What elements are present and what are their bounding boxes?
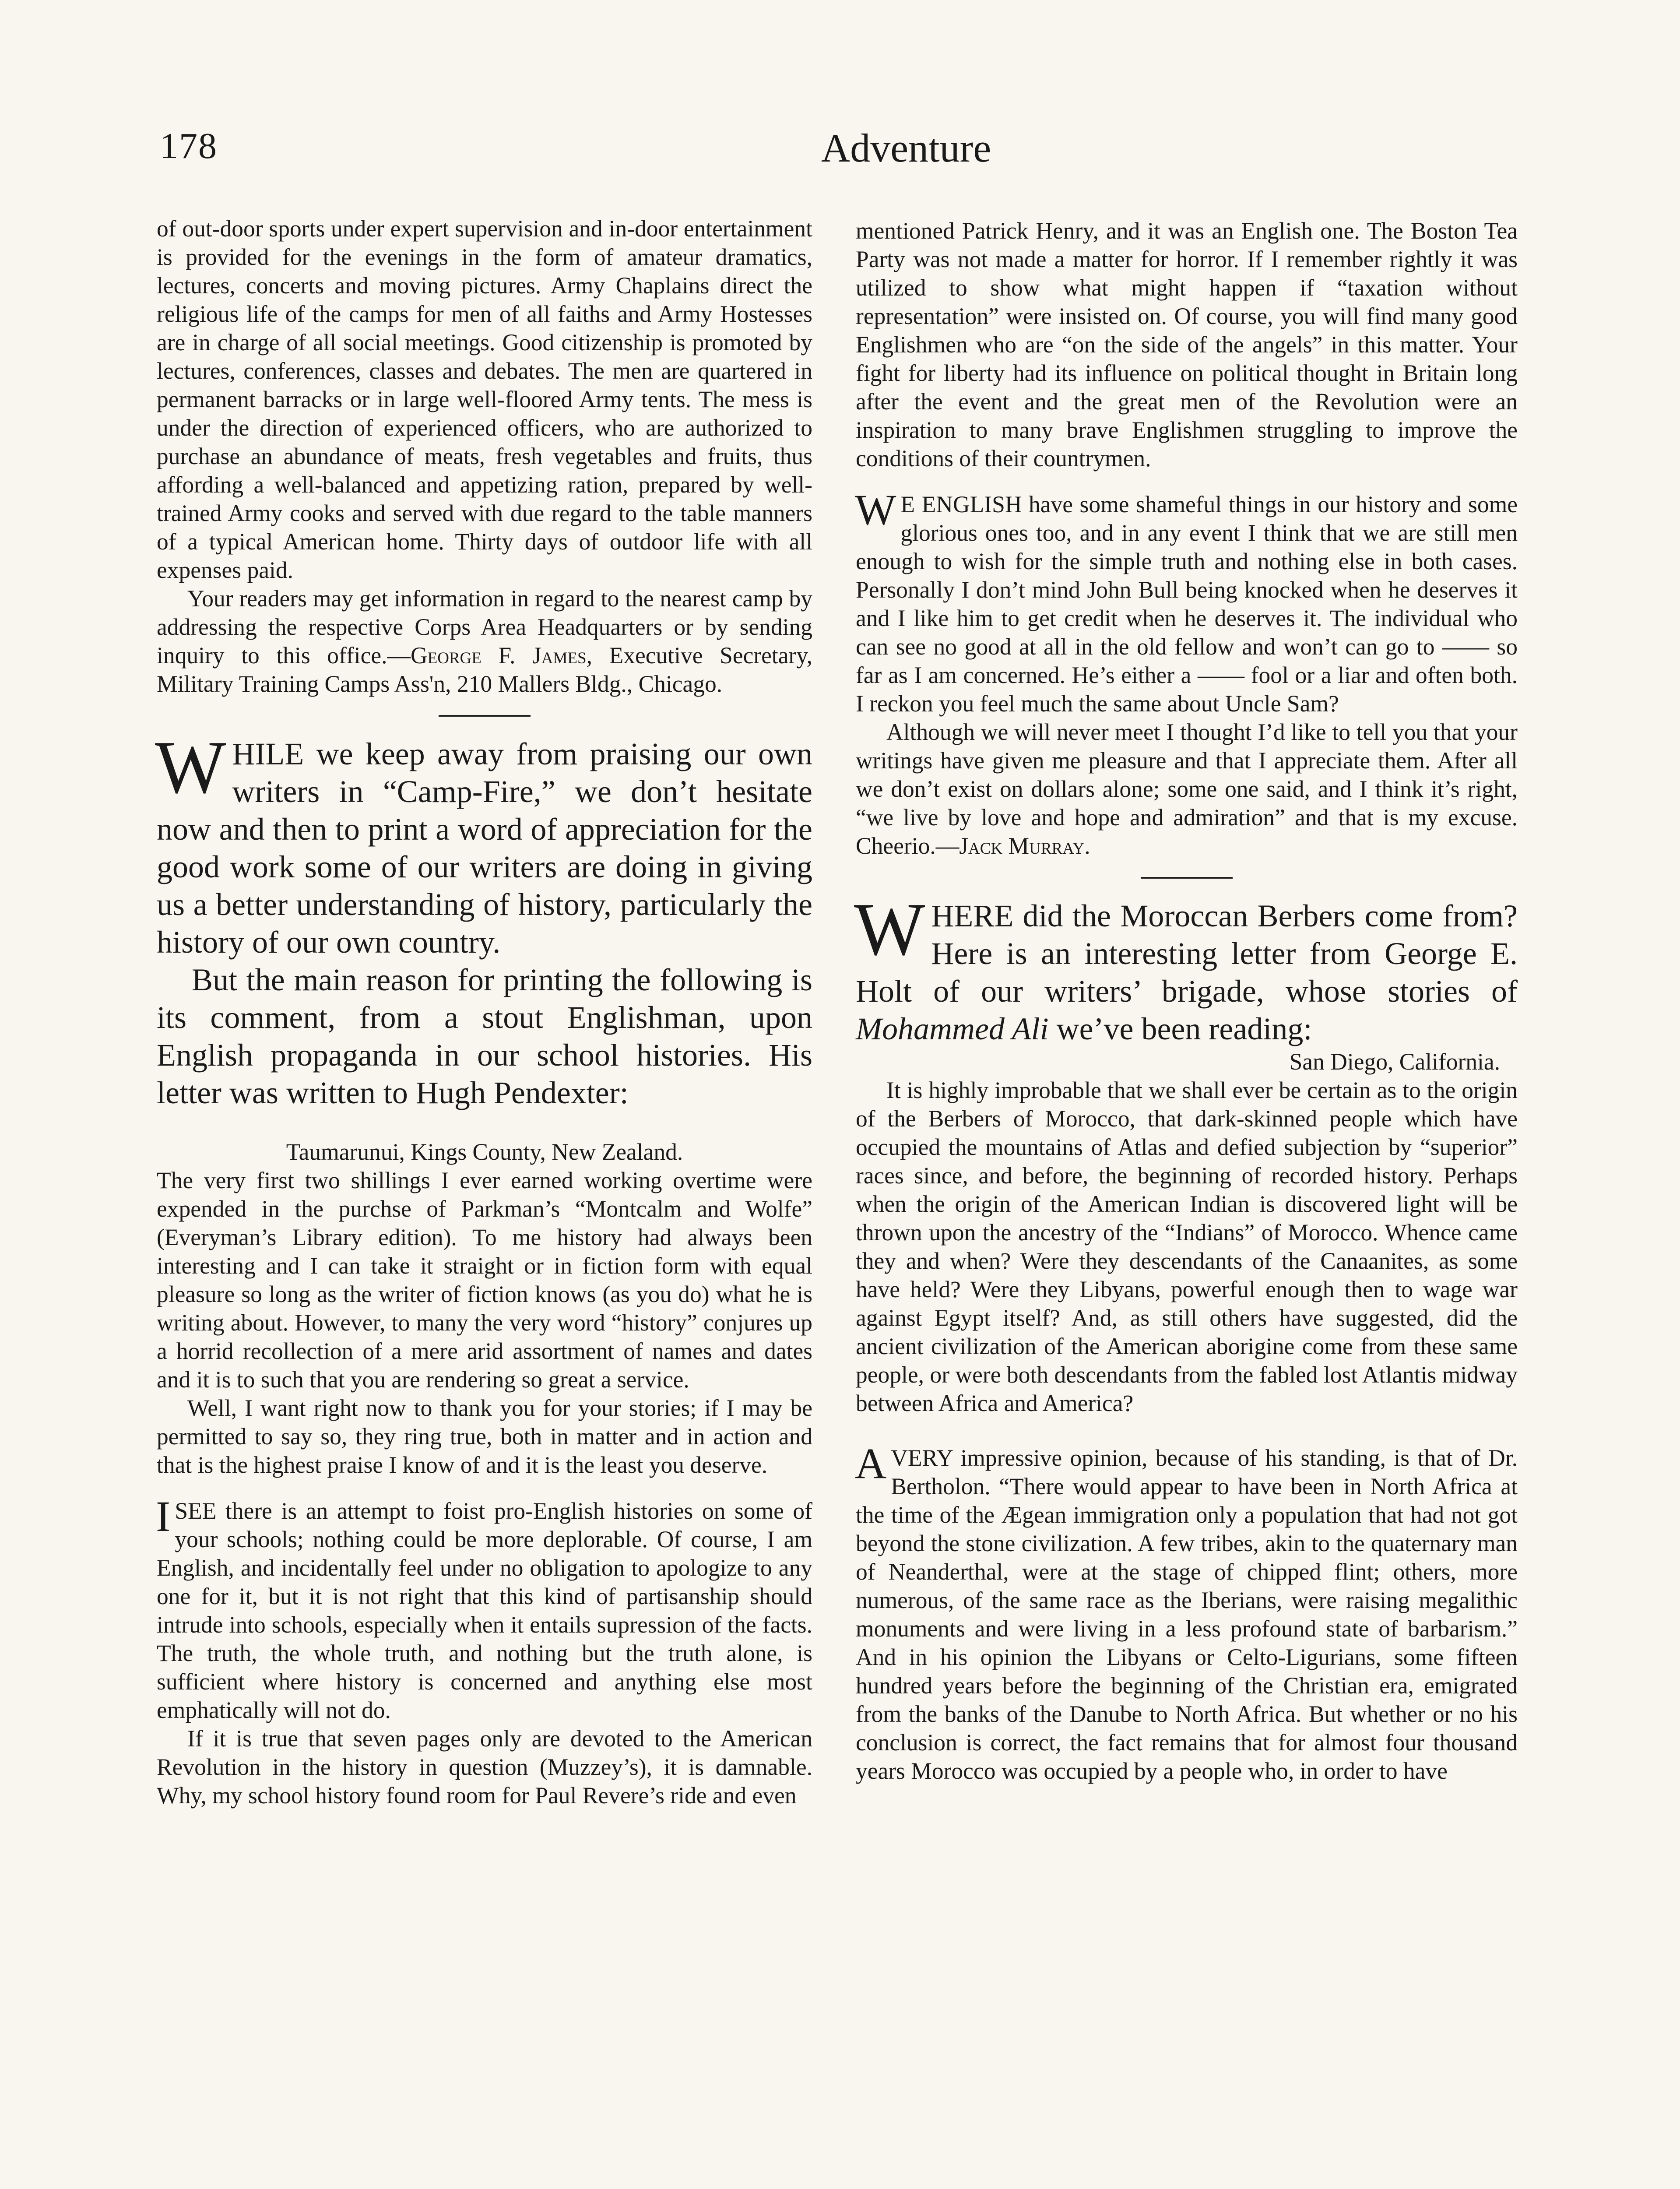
letter-paragraph-3 bbox=[156, 1492, 812, 1724]
letter-berbers-paragraph-2 bbox=[855, 1439, 1518, 1785]
section-divider bbox=[1141, 877, 1233, 879]
drop-cap: I bbox=[156, 1492, 171, 1541]
section-divider bbox=[439, 715, 531, 717]
drop-cap: W bbox=[155, 726, 226, 809]
letter-paragraph-4: If it is true that seven pages only are devoted to the American Revolution in the history in question (Muzzey’s), it is damnable. Why, my school history found room for Paul Revere’s ride and even bbox=[157, 1725, 812, 1809]
letter-paragraph-2: Well, I want right now to thank you for your stories; if I may be permitted to say so, they ring true, both in matter and in action and that is the highest praise I know of and it is the least you deserve. bbox=[157, 1395, 812, 1478]
page-number: 178 bbox=[160, 126, 218, 166]
letter-paragraph-5: mentioned Patrick Henry, and it was an English one. The Boston Tea Party was not made a matter for horror. If I remember rightly it was utilized to show what might happen if “taxation without representation” were insisted on. Of course, you will find many good Englishmen who are “on the side of the angels” in this matter. Your fight for liberty had its influence on political thought in Britain long after the event and the great men of the Revolution were an inspiration to many brave Englishmen struggling to improve the conditions of their countrymen. bbox=[856, 218, 1518, 472]
editorial-berbers-intro bbox=[854, 888, 1518, 1048]
drop-cap: W bbox=[854, 888, 925, 971]
left-column bbox=[157, 215, 812, 1810]
drop-cap: W bbox=[855, 486, 896, 534]
editorial-intro bbox=[155, 726, 812, 1112]
paragraph-readers-info-text: Your readers may get information in regard to the nearest camp by addressing the respective Corps Area Headquarters or by sending inquiry to this office.— bbox=[157, 585, 812, 669]
editorial-berbers-tail: we’ve been reading: bbox=[1048, 1011, 1312, 1046]
right-column bbox=[856, 217, 1518, 1785]
letter-paragraph-6-text: E ENGLISH have some shameful things in our history and some glorious ones too, and in any event I think that we are still men enough to wish for the simple truth and nothing else in both cases. Personally I don’t mind John Bull being knocked when he deserves it and I like him to get credit when he deserves it. The individual who can see no good at all in the old fellow and won’t can go to —— so far as I am concerned. He’s either a —— fool or a liar and often both. I reckon you feel much the same about Uncle Sam? bbox=[856, 491, 1518, 717]
editorial-intro-p1-text: HILE we keep away from praising our own writers in “Camp-Fire,” we don’t hesitate now and then to print a word of appreciation for the good work some of our writers are doing in giving us a better understanding of history, particularly the history of our own country. bbox=[157, 736, 812, 960]
letter-paragraph-7-text: Although we will never meet I thought I’d like to tell you that your writings have given me pleasure and that I appreciate them. After all we don’t exist on dollars alone; some one said, and I think it’s right, “we live by love and hope and admiration” and that is my excuse. Cheerio.— bbox=[856, 719, 1518, 859]
signature-george-james: George F. James bbox=[410, 642, 587, 669]
signature-jack-murray: Jack Murray. bbox=[959, 833, 1090, 859]
editorial-berbers-intro-text bbox=[854, 888, 1518, 1048]
editorial-intro-p2: But the main reason for printing the following is its comment, from a stout Englishman, upon English propaganda in our school histories. His letter was written to Hugh Pendexter: bbox=[157, 962, 812, 1110]
editorial-intro-p1 bbox=[155, 726, 812, 961]
editorial-berbers-text: HERE did the Moroccan Berbers come from? Here is an interesting letter from George E. Holt of our writers’ brigade, whose stories of bbox=[856, 898, 1518, 1009]
letter-paragraph-6 bbox=[855, 486, 1518, 718]
letter-paragraph-3-text: SEE there is an attempt to foist pro-English histories on some of your schools; nothing could be more deplorable. Of course, I am English, and incidentally feel under no obligation to apologize to any one for it, but it is not right that this kind of partisanship should intrude into schools, especially when it entails supression of the facts. The truth, the whole truth, and nothing but the truth alone, is sufficient where history is concerned and anything else most emphatically will not do. bbox=[157, 1498, 812, 1723]
letter-paragraph-7 bbox=[856, 718, 1518, 860]
letter-berbers-paragraph-2-text: VERY impressive opinion, because of his standing, is that of Dr. Bertholon. “There would appear to have been in North Africa at the time of the Ægean immigration only a population that had not got beyond the stone civilization. A few tribes, akin to the quaternary man of Neanderthal, were at the stage of chipped flint; others, more numerous, of the same race as the Iberians, were raising megalithic monuments and were living in a less profound state of barbarism.” And in his opinion the Libyans or Celto-Ligurians, some fifteen hundred years before the beginning of the Christian era, emigrated from the banks of the Danube to North Africa. But whether or no his conclusion is correct, the fact remains that for almost four thousand years Morocco was occupied by a people who, in order to have bbox=[856, 1445, 1518, 1784]
dateline-san-diego: San Diego, California. bbox=[1289, 1049, 1500, 1075]
letter-paragraph-1: The very first two shillings I ever earned working overtime were expended in the purchse of Parkman’s “Montcalm and Wolfe” (Everyman’s Library edition). To me history had always been interesting and I can take it straight or in fiction form with equal pleasure so long as the writer of fiction knows (as you do) what he is writing about. However, to many the very word “history” conjures up a horrid recollection of a mere arid assortment of names and dates and it is to such that you are rendering so great a service. bbox=[157, 1167, 812, 1393]
story-title-mohammed-ali: Mohammed Ali bbox=[856, 1011, 1049, 1046]
paragraph-readers-info bbox=[157, 584, 812, 698]
letter-berbers-paragraph-1: It is highly improbable that we shall ever be certain as to the origin of the Berbers of Morocco, that dark-skinned people which have occupied the mountains of Atlas and defied subjection by “superior” races since, and before, the beginning of recorded history. Perhaps when the origin of the American Indian is discovered light will be thrown upon the ancestry of the “Indians” of Morocco. Whence came they and when? Were they descendants of the Canaanites, as some have held? Were they Libyans, powerful enough then to wage war against Egypt itself? And, as still others have suggested, did the ancient civilization of the American aborigine come from these same people, or were both descendants from the fabled lost Atlantis midway between Africa and America? bbox=[856, 1077, 1518, 1416]
paragraph-camps: of out-door sports under expert supervision and in-door entertainment is provided for the evenings in the form of amateur dramatics, lectures, concerts and moving pictures. Army Chaplains direct the religious life of the camps for men of all faiths and Army Hostesses are in charge of all social meetings. Good citizenship is promoted by lectures, conferences, classes and debates. The men are quartered in permanent barracks or in large well-floored Army tents. The mess is under the direction of experienced officers, who are authorized to purchase an abundance of meats, fresh vegetables and fruits, thus affording a well-balanced and appetizing ration, prepared by well-trained Army cooks and served with due regard to the table manners of a typical American home. Thirty days of outdoor life with all expenses paid. bbox=[157, 215, 812, 583]
signature-george-james-title: , Executive Secretary, Military Training Camps Ass'n, 210 Mallers Bldg., Chicago. bbox=[157, 642, 812, 697]
drop-cap: A bbox=[855, 1439, 887, 1488]
running-head-title: Adventure bbox=[821, 126, 991, 170]
dateline-taumarunui: Taumarunui, Kings County, New Zealand. bbox=[286, 1139, 683, 1165]
